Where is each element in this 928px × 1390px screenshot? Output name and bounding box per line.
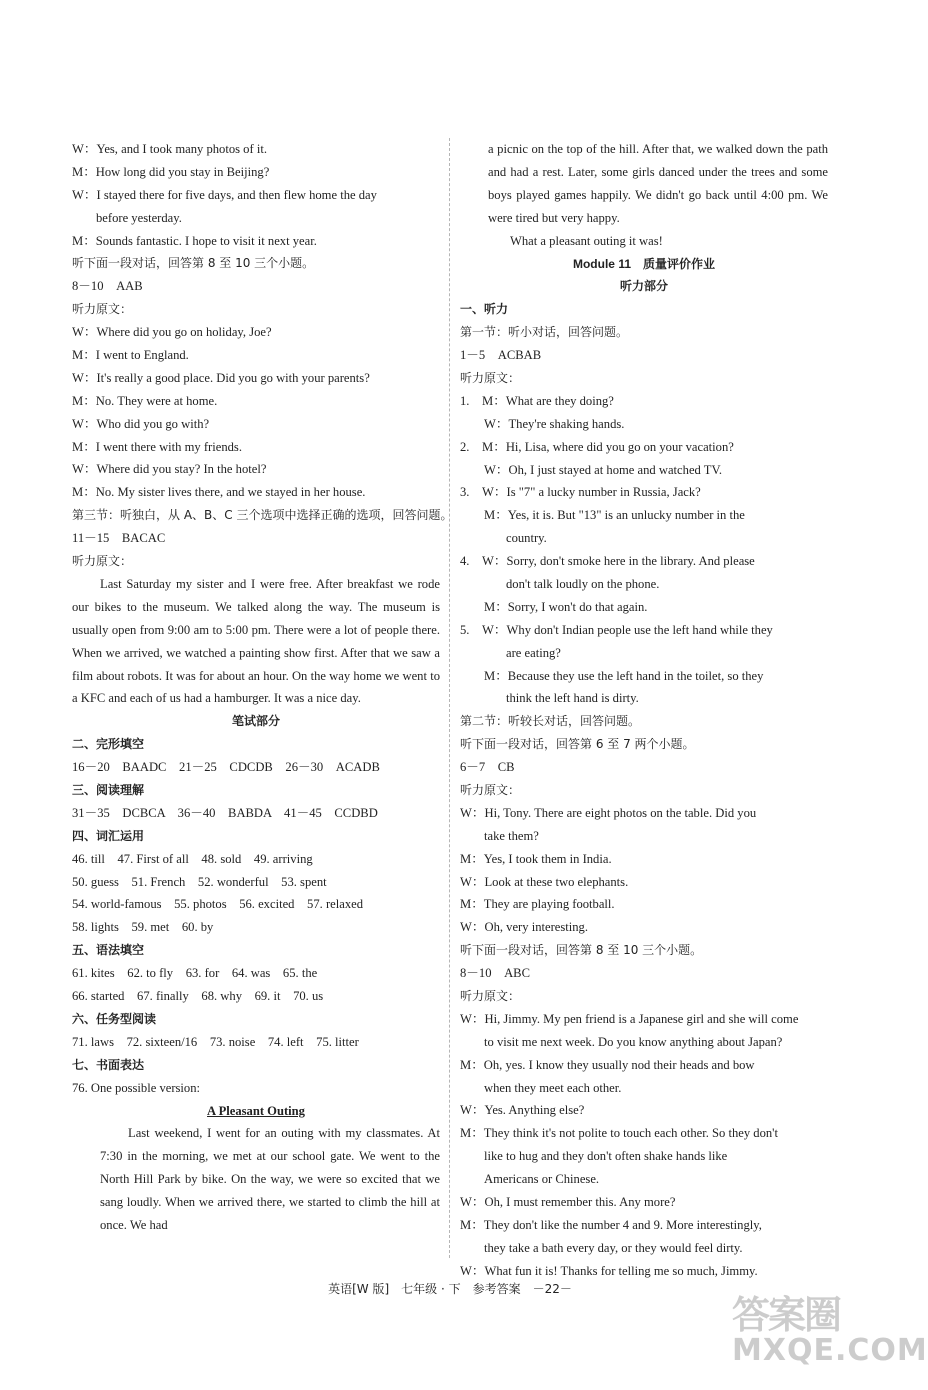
right-line: M：Yes, it is. But "13" is an unlucky number in the <box>484 508 745 523</box>
right-line: 6－7 CB <box>460 760 515 775</box>
right-line: W：Hi, Tony. There are eight photos on the table. Did you <box>460 805 757 820</box>
right-line: 4. W：Sorry, don't smoke here in the library. And please <box>460 554 755 569</box>
left-line: M：I went there with my friends. <box>72 439 242 454</box>
left-line: 听下面一段对话，回答第 8 至 10 三个小题。 <box>72 256 315 271</box>
right-line: Americans or Chinese. <box>484 1172 600 1187</box>
right-line: What a pleasant outing it was! <box>510 233 663 248</box>
left-line: 笔试部分 <box>231 714 280 729</box>
right-line: W：Yes. Anything else? <box>460 1103 585 1118</box>
left-line: 六、任务型阅读 <box>72 1011 157 1026</box>
left-line: Last Saturday my sister and I were free. After breakfast we rode our bikes to the museum. We talked along the way. The museum is usually open from 9:00 am to 5:00 pm. There were a lot of people there. When we arrived, we watched a painting show first. After that we saw a film about robots. It was for about an hour. On the way home we went to a KFC and each of us had a hamburger. It was a nice day. <box>72 576 440 706</box>
watermark-logo <box>732 1284 928 1380</box>
left-line: 16－20 BAADC 21－25 CDCDB 26－30 ACADB <box>72 760 380 775</box>
right-line: 第二节：听较长对话，回答问题。 <box>460 714 641 729</box>
left-line: M：No. My sister lives there, and we stayed in her house. <box>72 485 366 500</box>
right-line: when they meet each other. <box>484 1080 622 1095</box>
right-line: M：Because they use the left hand in the toilet, so they <box>484 668 764 683</box>
right-column <box>460 138 828 1283</box>
right-line: 听下面一段对话，回答第 6 至 7 两个小题。 <box>460 737 695 752</box>
right-line: 听下面一段对话，回答第 8 至 10 三个小题。 <box>460 943 703 958</box>
right-line: 1－5 ACBAB <box>460 348 542 363</box>
left-line: M：No. They were at home. <box>72 393 218 408</box>
right-line: they take a bath every day, or they would feel dirty. <box>484 1240 743 1255</box>
left-line: 50. guess 51. French 52. wonderful 53. spent <box>72 874 327 889</box>
right-line: M：They are playing football. <box>460 897 615 912</box>
left-line: 61. kites 62. to fly 63. for 64. was 65. the <box>72 966 318 981</box>
left-line: W：Who did you go with? <box>72 416 210 431</box>
left-line: 46. till 47. First of all 48. sold 49. arriving <box>72 851 313 866</box>
right-line: 听力原文： <box>460 370 521 385</box>
right-line: W：Oh, I just stayed at home and watched TV. <box>484 462 723 477</box>
right-line: 1. M：What are they doing? <box>460 393 614 408</box>
right-line: 第一节：听小对话，回答问题。 <box>460 325 629 340</box>
left-line: 听力原文： <box>72 554 133 569</box>
right-line: country. <box>506 531 547 546</box>
left-line: 71. laws 72. sixteen/16 73. noise 74. left 75. litter <box>72 1034 359 1049</box>
right-line: like to hug and they don't often shake hands like <box>484 1149 728 1164</box>
left-line: A Pleasant Outing <box>207 1103 305 1118</box>
right-line: 5. W：Why don't Indian people use the left hand while they <box>460 622 773 637</box>
right-line: M：They don't like the number 4 and 9. More interestingly, <box>460 1217 762 1232</box>
watermark-bottom: MXQE.COM <box>732 1333 928 1368</box>
right-line: M：They think it's not polite to touch each other. So they don't <box>460 1126 778 1141</box>
left-line: Last weekend, I went for an outing with my classmates. At 7:30 in the morning, we met at our school gate. We went to the North Hill Park by bike. On the way, we were so excited that we sang loudly. When we arrived there, we started to climb the hill at once. We had <box>100 1126 440 1233</box>
right-line: 3. W：Is "7" a lucky number in Russia, Jack? <box>460 485 701 500</box>
right-line: W：Oh, I must remember this. Any more? <box>460 1195 676 1210</box>
right-line: W：They're shaking hands. <box>484 416 625 431</box>
right-line: are eating? <box>506 645 561 660</box>
right-line: think the left hand is dirty. <box>506 691 639 706</box>
left-line: 四、词汇运用 <box>72 828 145 843</box>
left-line: before yesterday. <box>96 210 182 225</box>
right-line: a picnic on the top of the hill. After that, we walked down the path and had a rest. Later, some girls danced under the trees and some boys played games happily. We didn't go back until 4:00 pm. We were tired but very happy. <box>488 142 828 225</box>
right-line: W：Hi, Jimmy. My pen friend is a Japanese girl and she will come <box>460 1011 799 1026</box>
left-line: M：Sounds fantastic. I hope to visit it next year. <box>72 233 317 248</box>
left-line: 三、阅读理解 <box>72 783 145 798</box>
right-line: 听力原文： <box>460 989 521 1004</box>
watermark-top: 答案圈 <box>732 1293 841 1337</box>
left-line: 11－15 BACAC <box>72 531 166 546</box>
left-line: 听力原文： <box>72 302 133 317</box>
left-line: 五、语法填空 <box>72 943 145 958</box>
left-line: 54. world-famous 55. photos 56. excited 57. relaxed <box>72 897 363 912</box>
page-footer: 英语[W 版] 七年级 · 下 参考答案 －22－ <box>328 1282 572 1296</box>
right-line: W：Oh, very interesting. <box>460 920 589 935</box>
left-line: 66. started 67. finally 68. why 69. it 70. us <box>72 989 324 1004</box>
right-line: 2. M：Hi, Lisa, where did you go on your vacation? <box>460 439 734 454</box>
right-line: M：Oh, yes. I know they usually nod their heads and bow <box>460 1057 755 1072</box>
left-line: 58. lights 59. met 60. by <box>72 920 214 935</box>
right-line: 一、听力 <box>460 302 509 317</box>
left-line: W：Where did you go on holiday, Joe? <box>72 325 272 340</box>
left-line: 76. One possible version: <box>72 1080 201 1095</box>
left-line: W：It's really a good place. Did you go with your parents? <box>72 370 370 385</box>
right-line: to visit me next week. Do you know anything about Japan? <box>484 1034 783 1049</box>
right-line: take them? <box>484 828 539 843</box>
right-line: M：Sorry, I won't do that again. <box>484 599 648 614</box>
right-line: 听力部分 <box>619 279 668 294</box>
left-line: 二、完形填空 <box>72 737 145 752</box>
column-divider <box>449 138 450 1258</box>
right-line: 8－10 ABC <box>460 966 530 981</box>
left-line: 第三节：听独白，从 A、B、C 三个选项中选择正确的选项，回答问题。 <box>72 508 453 523</box>
left-line: 8－10 AAB <box>72 279 143 294</box>
right-line: Module 11 质量评价作业 <box>572 256 715 271</box>
right-line: 听力原文： <box>460 783 521 797</box>
right-line: don't talk loudly on the phone. <box>506 576 660 591</box>
left-line: M：I went to England. <box>72 348 189 363</box>
left-line: M：How long did you stay in Beijing? <box>72 164 270 179</box>
left-line: 31－35 DCBCA 36－40 BABDA 41－45 CCDBD <box>72 805 378 820</box>
right-line: W：Look at these two elephants. <box>460 874 629 889</box>
left-line: W：I stayed there for five days, and then flew home the day <box>72 187 377 202</box>
left-line: 七、书面表达 <box>72 1057 145 1072</box>
left-line: W：Yes, and I took many photos of it. <box>72 142 267 156</box>
left-line: W：Where did you stay? In the hotel? <box>72 462 267 477</box>
right-line: M：Yes, I took them in India. <box>460 851 612 866</box>
left-column <box>72 138 453 1237</box>
right-line: W：What fun it is! Thanks for telling me so much, Jimmy. <box>460 1263 758 1278</box>
